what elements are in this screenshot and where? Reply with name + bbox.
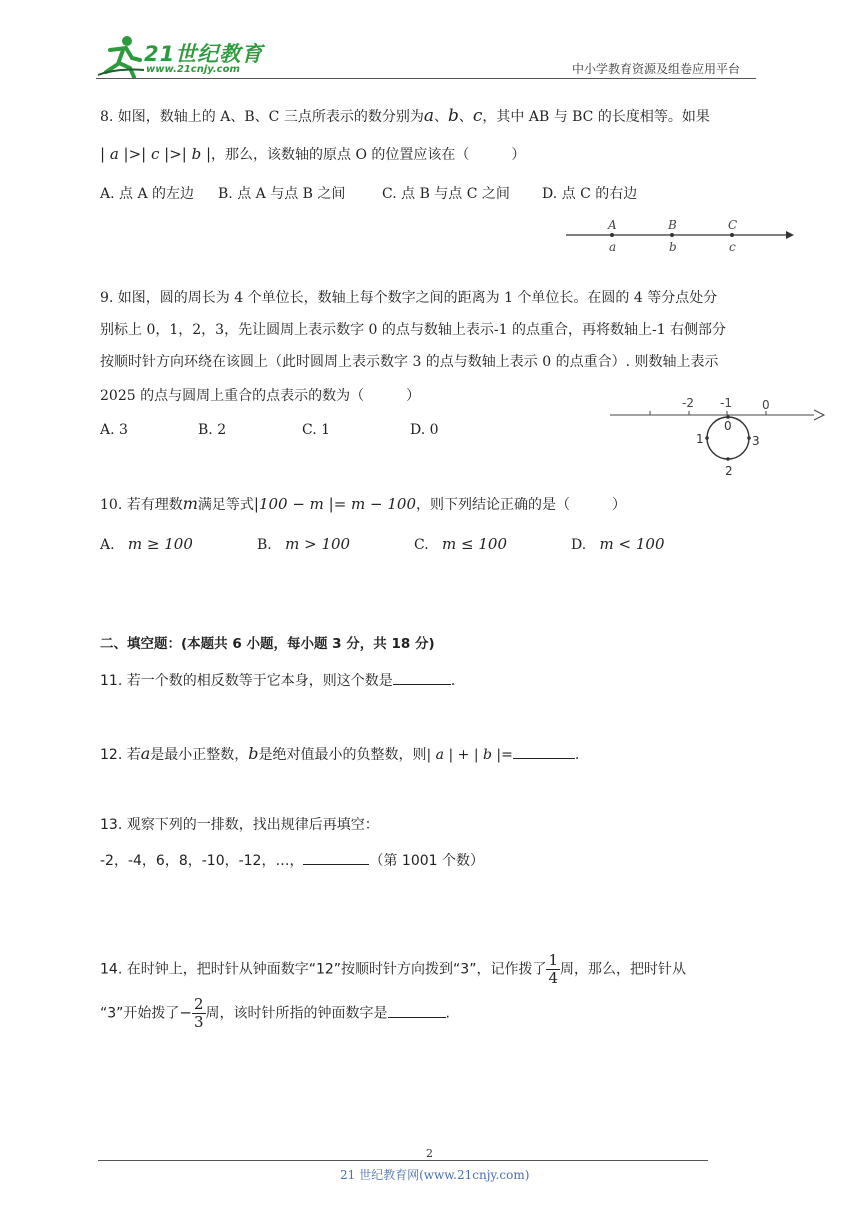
q8-label-A: A — [608, 218, 617, 232]
q14-answer-blank[interactable] — [388, 1003, 446, 1018]
q8-label-c: c — [729, 240, 736, 254]
header-divider — [96, 78, 756, 79]
q9-circle-number-line-figure — [606, 390, 828, 480]
q9-option-d: D. 0 — [410, 422, 439, 438]
q8-label-C: C — [728, 218, 738, 232]
runner-logo-icon — [96, 34, 146, 78]
q13-line1: 13. 观察下列的一排数，找出规律后再填空： — [100, 817, 379, 833]
q8-line2: | a |>| c |>| b |，那么，该数轴的原点 O 的位置应该在（ ） — [100, 145, 526, 163]
q9-line1: 9. 如图，圆的周长为 4 个单位长，数轴上每个数字之间的距离为 1 个单位长。在圆的 4 等分点处分 — [100, 290, 718, 306]
q9-line3: 按顺时针方向环绕在该圆上（此时圆周上表示数字 3 的点与数轴上表示 0 的点重合）. 则数轴上表示 — [100, 354, 719, 370]
q9-circle-label-1: 1 — [696, 432, 704, 446]
q13-answer-blank[interactable] — [303, 850, 369, 865]
section-2-title: 二、填空题：(本题共 6 小题，每小题 3 分，共 18 分) — [100, 636, 435, 652]
q12: 12. 若a是最小正整数，b是绝对值最小的负整数，则| a | + | b |= . — [100, 744, 580, 763]
q14-fraction-one-quarter: $\frac{1}{4}$ — [548, 951, 558, 987]
q8-option-c: C. 点 B 与点 C 之间 — [382, 186, 510, 202]
footer-divider — [98, 1160, 708, 1161]
q9-axis-label-neg2: -2 — [682, 396, 694, 410]
q8-option-d: D. 点 C 的右边 — [542, 186, 638, 202]
q9-option-c: C. 1 — [302, 422, 331, 438]
q9-circle-label-2: 2 — [725, 464, 733, 478]
q9-option-a: A. 3 — [100, 422, 128, 438]
q9-line4: 2025 的点与圆周上重合的点表示的数为（ ） — [100, 388, 421, 404]
page-number: 2 — [426, 1147, 433, 1160]
q8-label-B: B — [668, 218, 677, 232]
q9-circle-label-0: 0 — [724, 419, 732, 433]
header-logo — [96, 34, 266, 80]
q11-answer-blank[interactable] — [393, 670, 451, 685]
q14-fraction-two-thirds: $\frac{2}{3}$ — [194, 995, 204, 1031]
q8-label-a: a — [609, 240, 617, 254]
q12-answer-blank[interactable] — [513, 744, 575, 759]
q9-option-b: B. 2 — [198, 422, 227, 438]
q13-line2: -2，-4，6，8，-10，-12，…， （第 1001 个数） — [100, 850, 484, 871]
q11: 11. 若一个数的相反数等于它本身，则这个数是 . — [100, 670, 455, 691]
site-name: 中小学教育资源及组卷应用平台 — [572, 62, 741, 76]
q8-option-a: A. 点 A 的左边 — [100, 186, 195, 202]
q9-line2: 别标上 0，1，2，3，先让圆周上表示数字 0 的点与数轴上表示-1 的点重合，再将数轴上-1 右侧部分 — [100, 322, 727, 338]
q8-option-b: B. 点 A 与点 B 之间 — [218, 186, 346, 202]
q8-line1: 8. 如图，数轴上的 A、B、C 三点所表示的数分别为a、b、c，其中 AB 与 BC 的长度相等。如果 — [100, 106, 710, 126]
q8-label-b: b — [669, 240, 677, 254]
q10-option-a: A. m ≥ 100 — [100, 535, 193, 553]
q10-option-c: C. m ≤ 100 — [414, 535, 507, 553]
footer-link[interactable]: 21 世纪教育网(www.21cnjy.com) — [340, 1168, 530, 1182]
q9-circle-label-3: 3 — [752, 434, 760, 448]
q8-number-line-figure — [560, 214, 800, 258]
logo-text: 21世纪教育 — [144, 42, 264, 66]
q10-option-d: D. m < 100 — [571, 535, 665, 553]
q9-axis-label-neg1: -1 — [720, 396, 732, 410]
q14-line1: 14. 在时钟上，把时针从钟面数字“12”按顺时针方向拨到“3”，记作拨了 $\frac{1}{4}$ 周，那么，把时针从 — [100, 951, 686, 987]
q10-stem: 10. 若有理数m满足等式|100 − m |= m − 100，则下列结论正确的是（ ） — [100, 494, 627, 513]
q9-axis-label-0: 0 — [762, 398, 770, 412]
q10-option-b: B. m > 100 — [257, 535, 351, 553]
q14-line2: “3”开始拨了− $\frac{2}{3}$ 周，该时针所指的钟面数字是 . — [100, 995, 450, 1031]
logo-url: www.21cnjy.com — [146, 64, 240, 75]
